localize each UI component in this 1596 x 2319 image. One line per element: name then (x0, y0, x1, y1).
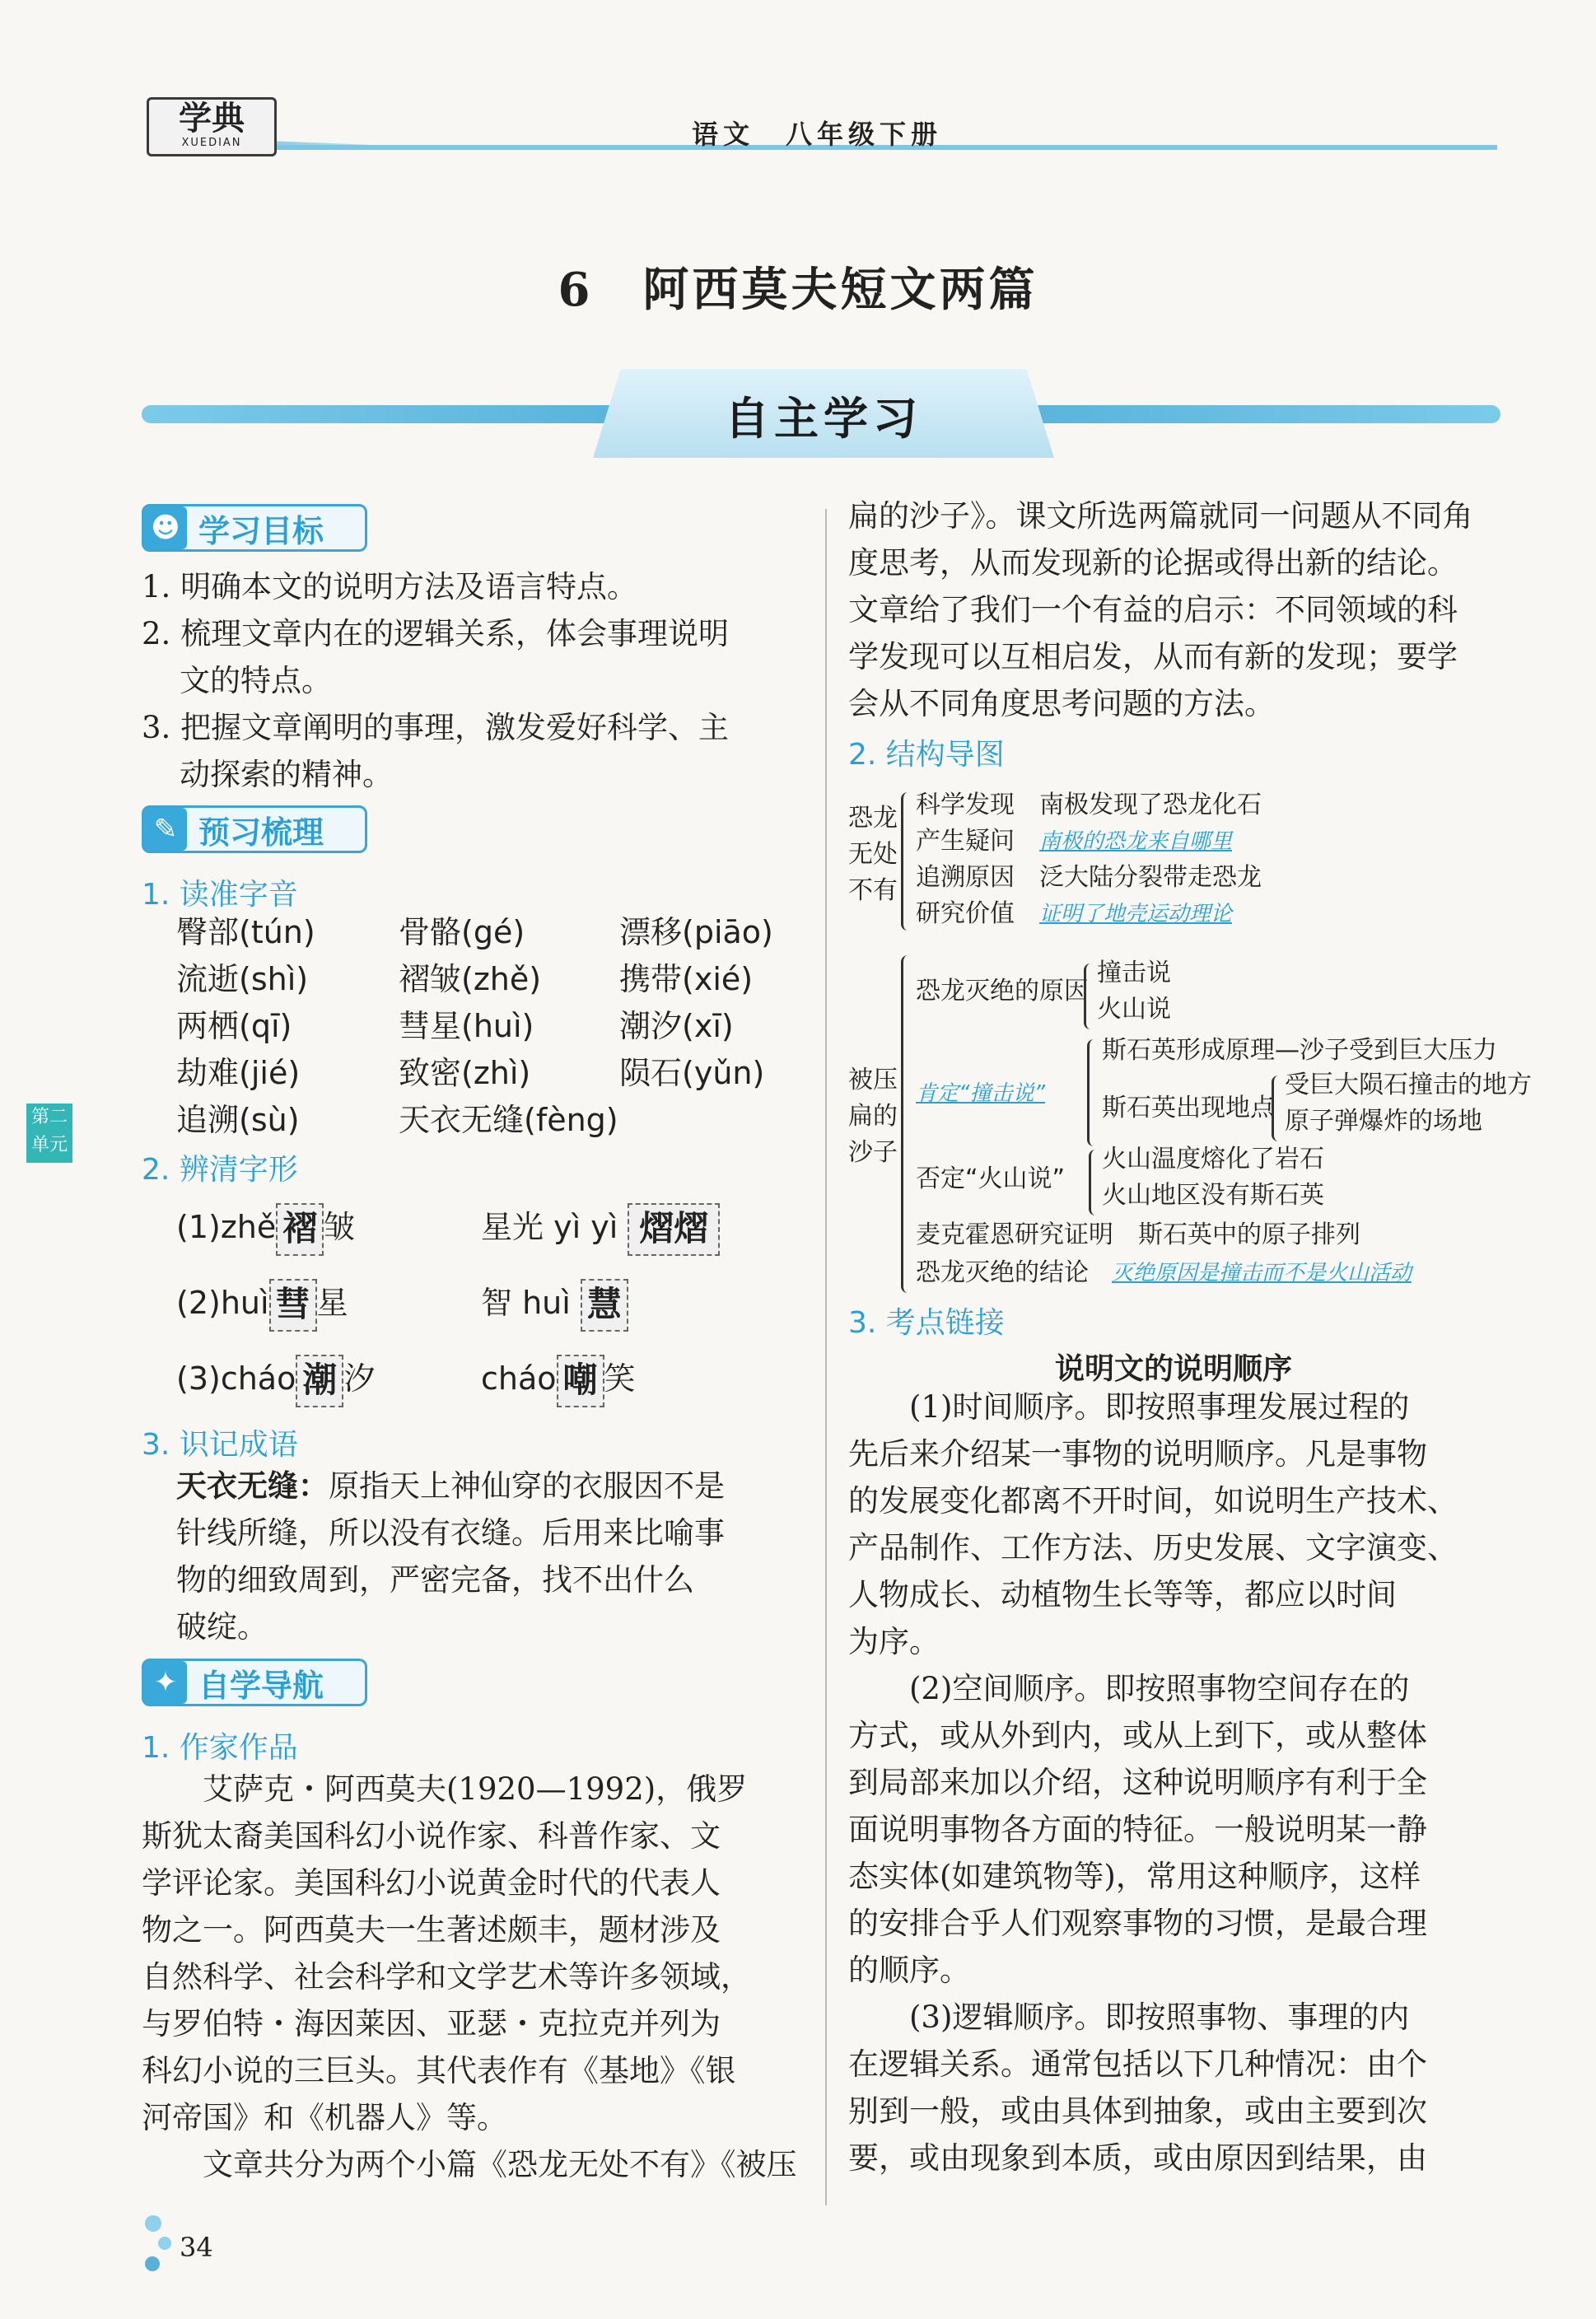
decor-dot (145, 2256, 160, 2271)
brace (1087, 1039, 1098, 1146)
author-title: 1. 作家作品 (142, 1731, 298, 1765)
author-line: 艾萨克・阿西莫夫(1920—1992)，俄罗 (203, 1771, 748, 1807)
author-line: 斯犹太裔美国科幻小说作家、科普作家、文 (142, 1818, 721, 1854)
link-title: 3. 考点链接 (848, 1306, 1005, 1340)
diagram-key: 产生疑问 (916, 827, 1015, 856)
shape-char: 汐 (343, 1360, 376, 1397)
diagram-key: 研究价值 (916, 899, 1015, 928)
order-line: 面说明事物各方面的特征。一般说明某一静 (848, 1812, 1427, 1847)
order-line: 在逻辑关系。通常包括以下几种情况：由个 (848, 2046, 1427, 2082)
idiom-block (176, 1463, 802, 1650)
shapes-title: 2. 辨清字形 (142, 1153, 298, 1187)
deny-item: 火山温度熔化了岩石 (1102, 1145, 1324, 1173)
order-line: 的发展变化都离不开时间，如说明生产技术、 (848, 1483, 1458, 1519)
order-line: 别到一般，或由具体到抽象，或由主要到次 (848, 2093, 1427, 2129)
order-line: 先后来介绍某一事物的说明顺序。凡是事物 (848, 1436, 1427, 1472)
goals-label (142, 504, 367, 552)
author-line: 学评论家。美国科幻小说黄金时代的代表人 (142, 1865, 721, 1901)
brace (901, 955, 915, 1293)
idiom-line: 物的细致周到，严密完备，找不出什么 (176, 1562, 694, 1598)
brace (1272, 1076, 1282, 1141)
word-pinyin: 劫难(jié) (176, 1055, 301, 1091)
idiom-line: 破绽。 (176, 1609, 268, 1645)
word-pinyin: 彗星(huì) (399, 1008, 534, 1044)
shape-pinyin: (1)zhě (176, 1209, 277, 1246)
preview-label (142, 805, 367, 853)
char-box: 慧 (581, 1279, 628, 1332)
order-line: 的顺序。 (848, 1953, 970, 1988)
affirm-answer: 肯定“撞击说” (916, 1081, 1045, 1106)
preview-label-text: 预习梳理 (198, 814, 324, 851)
order-line: 态实体(如建筑物等)，常用这种顺序，这样 (848, 1859, 1421, 1894)
order-line: (2)空间顺序。即按照事物空间存在的 (909, 1671, 1410, 1706)
char-box: 彗 (269, 1279, 317, 1332)
cause-item: 火山说 (1097, 995, 1171, 1024)
word-pinyin: 陨石(yǔn) (619, 1055, 765, 1091)
word-pinyin: 潮汐(xī) (619, 1008, 734, 1044)
logo-text: 学典 (179, 100, 245, 138)
section-banner: 自主学习 (725, 393, 922, 445)
diagram-answer: 南极的恐龙来自哪里 (1039, 829, 1233, 854)
goal-item: 1. 明确本文的说明方法及语言特点。 (142, 569, 638, 604)
deny-label: 否定“火山说” (916, 1164, 1066, 1193)
shape-row (176, 1267, 819, 1342)
word-pinyin: 骨骼(gé) (399, 914, 525, 950)
unit-tab: 第二单元 (26, 1104, 72, 1163)
word-pinyin: 两栖(qī) (176, 1008, 292, 1044)
brace (1089, 1150, 1099, 1215)
goals-label-text: 学习目标 (198, 512, 324, 549)
author-line: 与罗伯特・海因莱因、亚瑟・克拉克并列为 (142, 2006, 721, 2041)
order-line: (1)时间顺序。即按照事理发展过程的 (909, 1389, 1410, 1425)
idiom-title: 3. 识记成语 (142, 1428, 298, 1462)
author-line: 科幻小说的三巨头。其代表作有《基地》《银 (142, 2053, 736, 2088)
order-line: 产品制作、工作方法、历史发展、文字演变、 (848, 1530, 1458, 1565)
order-line: 到局部来加以介绍，这种说明顺序有利于全 (848, 1765, 1427, 1800)
char-box: 嘲 (557, 1355, 604, 1407)
shape-row (176, 1191, 819, 1267)
intro-line: 文章给了我们一个有益的启示：不同领域的科 (848, 592, 1458, 628)
diagram-key: 追溯原因 (916, 863, 1015, 892)
page-title: 6 阿西莫夫短文两篇 (558, 263, 1038, 317)
author-line: 物之一。阿西莫夫一生著述颇丰，题材涉及 (142, 1912, 721, 1948)
cause-label: 恐龙灭绝的原因 (916, 977, 1089, 1006)
shape-pinyin: cháo (481, 1360, 557, 1397)
structure-title: 2. 结构导图 (848, 738, 1005, 772)
conclusion-answer: 灭绝原因是撞击而不是火山活动 (1112, 1261, 1412, 1285)
word-pinyin: 致密(zhì) (399, 1055, 531, 1091)
order-line: 人物成长、动植物生长等等，都应以时间 (848, 1577, 1397, 1612)
deny-items (1102, 1141, 1324, 1214)
author-block (142, 1766, 800, 2188)
brand-logo (147, 97, 277, 156)
cause-item: 撞击说 (1097, 959, 1171, 987)
shape-row (176, 1342, 819, 1418)
column-divider (825, 509, 827, 2205)
brace (901, 792, 915, 931)
decor-dot (145, 2215, 161, 2232)
goals-list (142, 563, 800, 798)
pencil-icon: ✎ (144, 808, 187, 851)
shape-pinyin: 星光 yì yì (481, 1209, 618, 1246)
shape-pinyin: 智 huì (481, 1285, 571, 1322)
diagram-value: 南极发现了恐龙化石 (1039, 791, 1262, 819)
pronounce-title: 1. 读准字音 (142, 878, 298, 912)
idiom-line: 原指天上神仙穿的衣服因不是 (329, 1468, 725, 1504)
word-pinyin: 褶皱(zhě) (399, 961, 542, 997)
guide-label (142, 1659, 367, 1706)
quartz-place: 斯石英出现地点 (1102, 1094, 1275, 1122)
shape-char: 笑 (604, 1360, 636, 1397)
word-pinyin: 携带(xié) (619, 961, 754, 997)
quartz-place-items (1285, 1067, 1532, 1140)
guide-label-text: 自学导航 (198, 1667, 324, 1704)
intro-line: 会从不同角度思考问题的方法。 (848, 686, 1275, 721)
pronounce-grid (176, 909, 819, 1144)
order-block (848, 1383, 1499, 2181)
conclusion-label: 恐龙灭绝的结论 (916, 1258, 1089, 1287)
author-line: 自然科学、社会科学和文学艺术等许多领域， (142, 1959, 751, 1995)
order-line: 方式，或从外到内，或从上到下，或从整体 (848, 1718, 1427, 1753)
subject-title: 语文 八年级下册 (692, 119, 943, 150)
goal-item: 3. 把握文章阐明的事理，激发爱好科学、主 (142, 710, 730, 745)
intro-block (848, 492, 1499, 727)
goal-item: 文的特点。 (180, 663, 332, 698)
goal-item: 动探索的精神。 (180, 757, 393, 792)
deny-item: 火山地区没有斯石英 (1102, 1181, 1324, 1210)
diagram-rows-1 (916, 787, 1492, 932)
intro-line: 扁的沙子》。课文所选两篇就同一问题从不同角 (848, 498, 1473, 534)
order-line: 的安排合乎人们观察事物的习惯，是最合理 (848, 1906, 1427, 1941)
shape-char: 星 (316, 1285, 348, 1322)
brace (1084, 964, 1094, 1029)
goal-item: 2. 梳理文章内在的逻辑关系，体会事理说明 (142, 616, 730, 651)
idiom-term: 天衣无缝： (176, 1467, 329, 1504)
shapes-grid (176, 1191, 819, 1418)
shape-char: 皱 (324, 1209, 356, 1246)
order-line: (3)逻辑顺序。即按照事物、事理的内 (909, 1999, 1410, 2035)
cause-items (1097, 955, 1171, 1028)
order-line: 要，或由现象到本质，或由原因到结果，由 (848, 2140, 1427, 2176)
word-pinyin: 追溯(sù) (176, 1102, 300, 1138)
quartz-place-item: 受巨大陨石撞击的地方 (1285, 1071, 1532, 1099)
quartz-place-item: 原子弹爆炸的场地 (1285, 1107, 1482, 1136)
idiom-line: 针线所缝，所以没有衣缝。后用来比喻事 (176, 1515, 725, 1551)
student-icon: ☻ (144, 506, 187, 549)
order-title: 说明文的说明顺序 (1054, 1352, 1292, 1386)
shape-pinyin: (3)cháo (176, 1360, 296, 1397)
quartz-form: 斯石英形成原理—沙子受到巨大压力 (1102, 1036, 1497, 1065)
word-pinyin: 天衣无缝(fèng) (399, 1102, 618, 1138)
word-pinyin: 流逝(shì) (176, 961, 309, 997)
word-pinyin: 臀部(tún) (176, 914, 315, 950)
intro-line: 度思考，从而发现新的论据或得出新的结论。 (848, 545, 1458, 581)
word-pinyin: 漂移(piāo) (619, 914, 773, 950)
shape-pinyin: (2)huì (176, 1285, 269, 1322)
page-number: 34 (180, 2232, 213, 2263)
intro-line: 学发现可以互相启发，从而有新的发现；要学 (848, 639, 1458, 674)
telescope-icon: ✦ (144, 1661, 187, 1704)
author-line: 文章共分为两个小篇《恐龙无处不有》《被压 (203, 2147, 797, 2182)
author-line: 河帝国》和《机器人》等。 (142, 2100, 507, 2135)
diagram-answer: 证明了地壳运动理论 (1039, 902, 1233, 926)
mc-research: 麦克霍恩研究证明 斯石英中的原子排列 (916, 1220, 1360, 1249)
diagram-root-1: 恐龙无处不有 (848, 804, 898, 905)
diagram-value: 泛大陆分裂带走恐龙 (1039, 863, 1262, 892)
char-box: 褶 (276, 1203, 324, 1256)
char-box: 熠熠 (628, 1203, 720, 1256)
order-line: 为序。 (848, 1624, 940, 1659)
logo-subtext: XUEDIAN (181, 137, 242, 149)
char-box: 潮 (296, 1355, 343, 1407)
diagram-root-2: 被压扁的沙子 (848, 1066, 898, 1167)
diagram-key: 科学发现 (916, 791, 1015, 819)
decor-dot (158, 2237, 171, 2250)
